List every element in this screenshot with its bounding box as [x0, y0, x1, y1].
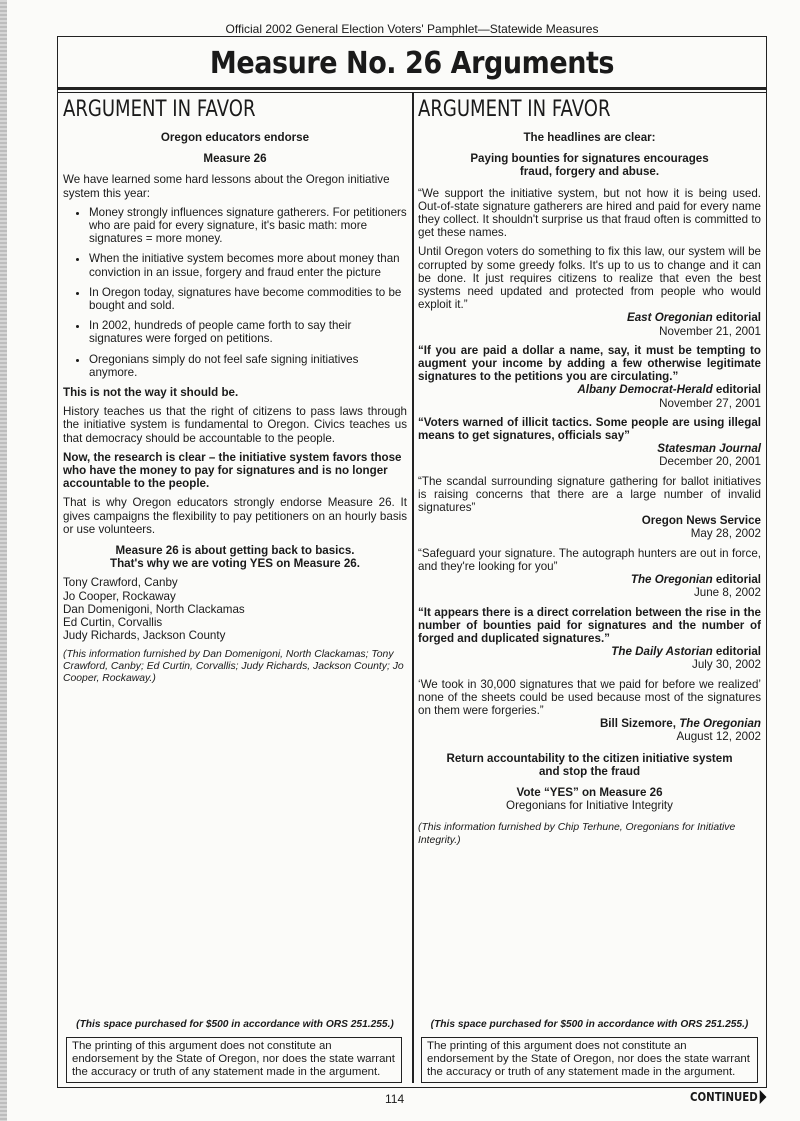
page-number: 114: [385, 1092, 405, 1106]
quote-text: “We support the initiative system, but not how it is being used. Out-of-state signature gatherers are hired and paid for every name they collect. It shouldn't surprise us that fraud often is committed to get these names.: [418, 186, 761, 240]
right-subhead-1: The headlines are clear:: [523, 131, 656, 144]
quote-text: “Safeguard your signature. The autograph hunters are out in force, and they're looking for you”: [418, 546, 761, 573]
quote-date: July 30, 2002: [692, 658, 761, 672]
left-purchase-note: (This space purchased for $500 in accordance with ORS 251.255.): [76, 1019, 394, 1030]
quote-text: “It appears there is a direct correlation between the rise in the number of bounties paid for signatures and the number of forged and duplicated signatures.”: [418, 605, 761, 645]
left-bold-statement-2: Now, the research is clear – the initiative system favors those who have the money to pay for signatures and is no longer accountable to the people.: [63, 450, 402, 491]
signer: Dan Domenigoni, North Clackamas: [63, 602, 245, 616]
quote-text: ‘We took in 30,000 signatures that we paid for before we realized’ none of the sheets could be used because most of the signatures on them were forgeries.”: [418, 677, 761, 717]
right-argument: [418, 93, 761, 847]
continue-arrow-icon: [759, 1090, 766, 1104]
left-subhead-2: Measure 26: [203, 152, 267, 166]
right-subhead-2: Paying bounties for signatures encourages: [470, 152, 709, 166]
left-paragraph-2: That is why Oregon educators strongly endorse Measure 26. It gives campaigns the flexibility to pay petitioners on an hourly basis or use volunteers.: [63, 496, 407, 536]
quote-text: “The scandal surrounding signature gathering for ballot initiatives is raising concerns that there are a large number of invalid signatures”: [418, 474, 761, 515]
quote-date: November 21, 2001: [659, 324, 761, 338]
quote-source: Albany Democrat-Herald editorial: [577, 383, 761, 397]
right-subhead-3: fraud, forgery and abuse.: [519, 165, 660, 179]
continued-label: CONTINUED: [690, 1090, 766, 1104]
signer: Judy Richards, Jackson County: [63, 629, 226, 643]
quote-source: Oregon News Service: [641, 514, 761, 528]
title-rule-thick: [57, 87, 767, 90]
right-closing-1: Return accountability to the citizen initiative system: [446, 751, 733, 765]
left-argument: [63, 93, 407, 686]
list-item: • In 2002, hundreds of people came forth to say their signatures were forged on petitions.: [89, 319, 407, 345]
signer: Ed Curtin, Corvallis: [63, 616, 163, 630]
quote-date: November 27, 2001: [659, 396, 761, 410]
left-subhead-1: Oregon educators endorse: [160, 131, 310, 144]
left-bullet-list: [63, 206, 407, 379]
left-bold-statement-1: This is not the way it should be.: [63, 386, 239, 400]
right-vote-line: Vote “YES” on Measure 26: [516, 785, 663, 799]
quote-date: August 12, 2002: [676, 730, 761, 744]
list-item: • When the initiative system becomes more about money than conviction in an issue, forgery and fraud enter the picture: [89, 252, 407, 278]
right-organization: Oregonians for Initiative Integrity: [506, 799, 673, 813]
quote-text: “Voters warned of illicit tactics. Some people are using illegal means to get signatures, officials say”: [418, 415, 761, 443]
list-item: • In Oregon today, signatures have become commodities to be bought and sold.: [89, 286, 407, 312]
list-item: • Oregonians simply do not feel safe signing initiatives anymore.: [89, 353, 407, 379]
page-title: Measure No. 26 Arguments: [209, 46, 615, 81]
pamphlet-header: Official 2002 General Election Voters' Pamphlet—Statewide Measures: [225, 22, 599, 36]
left-furnished-note: (This information furnished by Dan Domenigoni, North Clackamas; Tony Crawford, Canby; Ed Curtin, Corvallis; Judy Richards, Jackson County; Jo Cooper, Rockaway.): [63, 648, 404, 685]
list-item: • Money strongly influences signature gatherers. For petitioners who are paid for every signature, it's basic math: more signatures = more money.: [89, 206, 407, 246]
quote-date: June 8, 2002: [693, 586, 761, 600]
quote-date: May 28, 2002: [690, 527, 761, 541]
right-furnished-note: (This information furnished by Chip Terhune, Oregonians for Initiative Integrity.): [418, 822, 736, 846]
scan-edge: [0, 0, 7, 1121]
quote-source: The Daily Astorian editorial: [611, 645, 761, 659]
left-paragraph-1: History teaches us that the right of citizens to pass laws through the initiative system is fundamental to Oregon. Civics teaches us that democracy should be accountable to the people.: [63, 405, 407, 445]
right-closing-2: and stop the fraud: [538, 764, 641, 778]
right-heading: ARGUMENT IN FAVOR: [418, 97, 611, 122]
quote-source: Bill Sizemore, The Oregonian: [599, 717, 761, 731]
quote-source: Statesman Journal: [657, 442, 761, 456]
left-closing-1: Measure 26 is about getting back to basics.: [115, 544, 355, 558]
quote-date: December 20, 2001: [659, 455, 761, 469]
right-disclaimer: The printing of this argument does not constitute an endorsement by the State of Oregon, nor does the state warrant the accuracy or truth of any statement made in the argument.: [421, 1037, 758, 1083]
left-heading: ARGUMENT IN FAVOR: [63, 97, 256, 122]
signer: Tony Crawford, Canby: [63, 576, 178, 590]
quote-source: East Oregonian editorial: [626, 311, 761, 325]
left-disclaimer: The printing of this argument does not constitute an endorsement by the State of Oregon, nor does the state warrant the accuracy or truth of any statement made in the argument.: [66, 1037, 402, 1083]
quote-text: “If you are paid a dollar a name, say, it must be tempting to augment your income by adding a few otherwise legitimate signatures to the petitions you are circulating.”: [418, 343, 761, 384]
quote-source: The Oregonian editorial: [630, 573, 761, 587]
left-intro: We have learned some hard lessons about the Oregon initiative system this year:: [63, 173, 390, 200]
right-purchase-note: (This space purchased for $500 in accordance with ORS 251.255.): [430, 1019, 749, 1030]
left-closing-2: That's why we are voting YES on Measure 26.: [110, 557, 360, 571]
signer: Jo Cooper, Rockaway: [63, 589, 176, 603]
column-divider: [412, 93, 414, 1083]
quote-text: Until Oregon voters do something to fix this law, our system will be corrupted by some greedy folks. It's up to us to change and it can be done. It just requires citizens to realize that even the best systems need updated and protected from people who would exploit it.”: [418, 245, 761, 312]
